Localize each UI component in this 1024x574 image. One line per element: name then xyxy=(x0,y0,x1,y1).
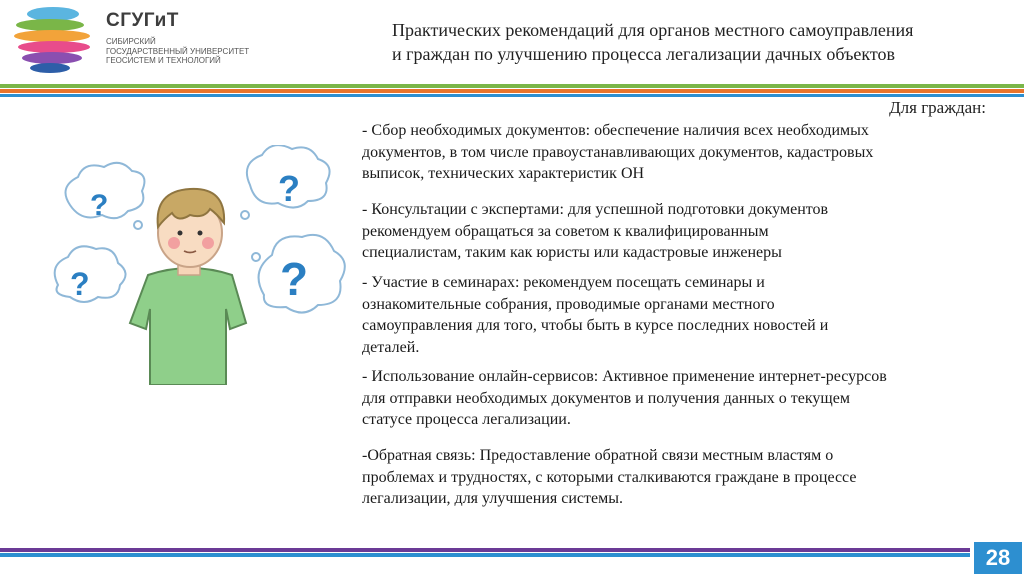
recommendation-line: - Использование онлайн-сервисов: Активное применение интернет-ресурсов xyxy=(362,368,887,385)
logo-subtitle-line: ГЕОСИСТЕМ И ТЕХНОЛОГИЙ xyxy=(106,56,221,65)
recommendation-online-services xyxy=(362,366,1002,431)
page-number: 28 xyxy=(974,542,1022,574)
question-mark: ? xyxy=(70,266,90,302)
question-mark: ? xyxy=(278,168,300,209)
recommendation-line: статусе процесса легализации. xyxy=(362,411,571,428)
top-stripe-green xyxy=(0,84,1024,88)
recommendation-seminars xyxy=(362,272,1002,358)
question-mark: ? xyxy=(90,189,109,222)
logo-subtitle-line: СИБИРСКИЙ xyxy=(106,37,156,46)
audience-label: Для граждан: xyxy=(889,98,986,117)
bottom-stripe-purple xyxy=(0,548,970,552)
boy-figure-icon xyxy=(130,189,246,385)
recommendation-line: - Консультации с экспертами: для успешной подготовки документов xyxy=(362,201,829,218)
logo-subtitle xyxy=(106,37,276,66)
bottom-stripe-blue xyxy=(0,553,970,557)
recommendation-line: самоуправления для того, чтобы быть в курсе последних новостей и xyxy=(362,317,829,334)
slide-title-line: и граждан по улучшению процесса легализации дачных объектов xyxy=(392,44,896,64)
recommendation-line: -Обратная связь: Предоставление обратной связи местным властям о xyxy=(362,447,834,464)
recommendation-line: специалистам, таким как юристы или кадастровые инженеры xyxy=(362,244,782,261)
recommendation-line: проблемах и трудностях, с которыми сталкиваются граждане в процессе xyxy=(362,468,857,486)
top-stripe-blue xyxy=(0,94,1024,97)
question-mark: ? xyxy=(280,253,309,305)
recommendation-line: ознакомительные собрания, проводимые органами местного xyxy=(362,295,775,313)
recommendation-line: документов, в том числе правоустанавливающих документов, кадастровых xyxy=(362,143,874,161)
thought-cloud-icon xyxy=(55,246,126,302)
logo-emblem-icon xyxy=(10,4,96,74)
recommendation-feedback xyxy=(362,445,1002,510)
logo-name: СГУГиТ xyxy=(106,10,179,31)
recommendation-line: выписок, технических характеристик ОН xyxy=(362,165,645,182)
slide-title-line: Практических рекомендаций для органов местного самоуправления xyxy=(392,20,914,40)
recommendation-line: - Сбор необходимых документов: обеспечение наличия всех необходимых xyxy=(362,122,869,139)
slide-title xyxy=(392,18,1012,66)
university-logo xyxy=(10,4,270,76)
logo-subtitle-line: ГОСУДАРСТВЕННЫЙ УНИВЕРСИТЕТ xyxy=(106,46,250,56)
recommendation-experts xyxy=(362,199,1002,264)
recommendation-line: - Участие в семинарах: рекомендуем посещать семинары и xyxy=(362,274,765,291)
recommendation-line: для отправки необходимых документов и получения данных о текущем xyxy=(362,389,850,407)
recommendation-line: рекомендуем обращаться за советом к квалифицированным xyxy=(362,222,769,240)
recommendation-line: легализации, для улучшения системы. xyxy=(362,490,623,507)
thinking-boy-illustration xyxy=(50,145,350,385)
top-stripe-orange xyxy=(0,89,1024,93)
recommendation-documents xyxy=(362,120,1002,185)
recommendation-line: деталей. xyxy=(362,338,420,356)
